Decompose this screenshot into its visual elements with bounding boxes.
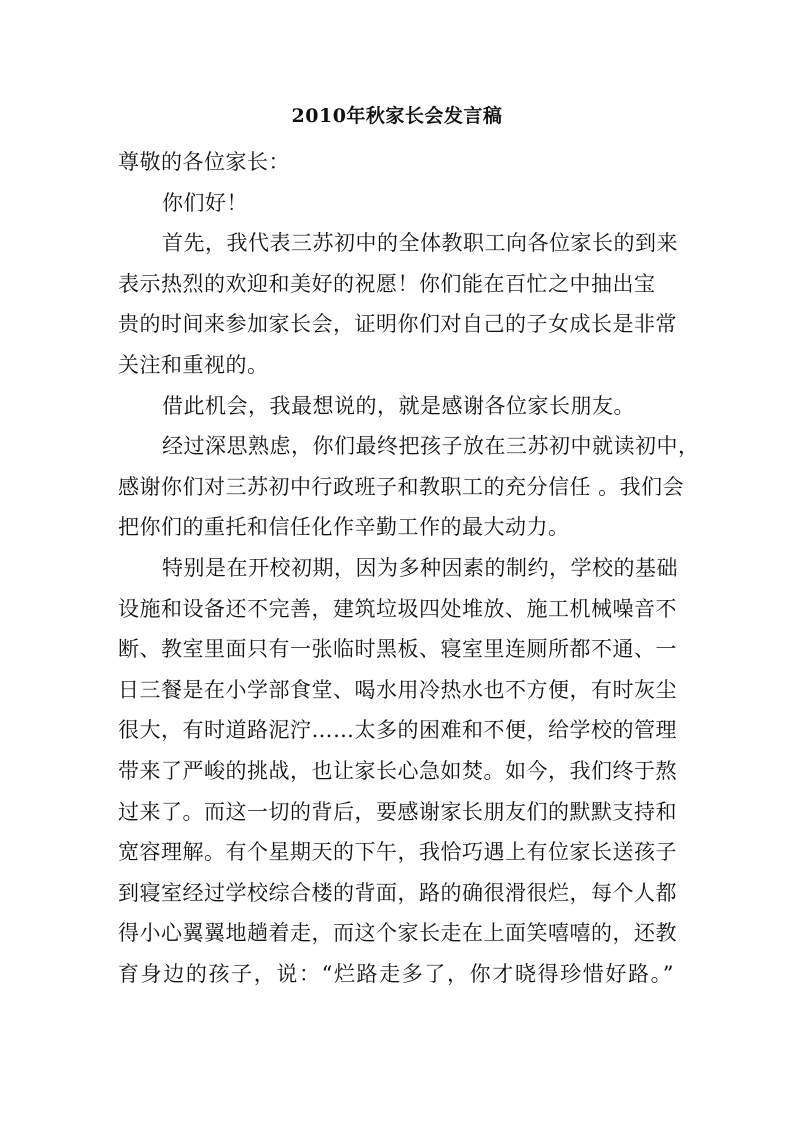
- text-line: 你们好！: [162, 190, 248, 215]
- text-line: 表示热烈的欢迎和美好的祝愿！你们能在百忙之中抽出宝: [118, 271, 656, 296]
- text-line: 经过深思熟虑，你们最终把孩子放在三苏初中就读初中，: [162, 434, 700, 459]
- text-line: 感谢你们对三苏初中行政班子和教职工的充分信任 。我们会: [118, 474, 685, 499]
- text-line: 带来了严峻的挑战，也让家长心急如焚。如今，我们终于熬: [118, 758, 677, 783]
- text-line: 关注和重视的。: [118, 352, 269, 377]
- text-line: 宽容理解。有个星期天的下午，我恰巧遇上有位家长送孩子: [118, 840, 677, 865]
- text-line: 到寝室经过学校综合楼的背面，路的确很滑很烂，每个人都: [118, 880, 677, 905]
- document-title: 2010年秋家长会发言稿: [291, 105, 503, 127]
- text-line: 断、教室里面只有一张临时黑板、寝室里连厕所都不通、一: [118, 637, 677, 662]
- text-line: 设施和设备还不完善，建筑垃圾四处堆放、施工机械噪音不: [118, 596, 677, 621]
- text-line: 把你们的重托和信任化作辛勤工作的最大动力。: [118, 515, 570, 540]
- document-body: [118, 142, 700, 994]
- text-line: 特别是在开校初期，因为多种因素的制约，学校的基础: [162, 555, 678, 580]
- text-line: 贵的时间来参加家长会，证明你们对自己的子女成长是非常: [118, 312, 677, 337]
- text-line: 首先，我代表三苏初中的全体教职工向各位家长的到来: [162, 231, 678, 256]
- text-line: 育身边的孩子，说：“烂路走多了，你才晓得珍惜好路。”: [118, 961, 674, 986]
- text-line: 日三餐是在小学部食堂、喝水用冷热水也不方便，有时灰尘: [118, 677, 677, 702]
- text-line: 很大，有时道路泥泞……太多的困难和不便，给学校的管理: [118, 718, 677, 743]
- text-line: 借此机会，我最想说的，就是感谢各位家长朋友。: [162, 393, 635, 418]
- text-line: 尊敬的各位家长：: [118, 150, 290, 174]
- text-line: 得小心翼翼地趟着走，而这个家长走在上面笑嘻嘻的，还教: [118, 921, 677, 946]
- text-line: 过来了。而这一切的背后，要感谢家长朋友们的默默支持和: [118, 799, 677, 824]
